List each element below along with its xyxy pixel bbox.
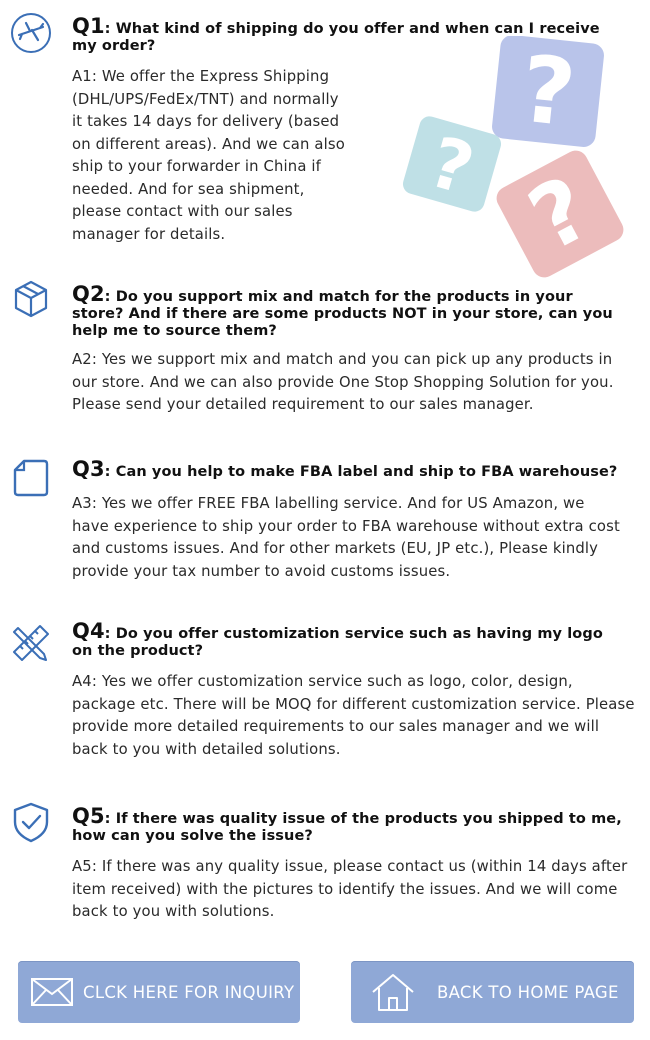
airplane-icon [10, 12, 52, 54]
box-icon [10, 278, 52, 320]
faq-question-1: Q1: What kind of shipping do you offer and when can I receive my order? [72, 14, 600, 54]
faq-answer-5: A5: If there was any quality issue, please contact us (within 14 days after item received) with the pictures to identify the issues. And we will come back to you with solutions. [72, 858, 628, 920]
house-icon [371, 972, 415, 1012]
svg-text:?: ? [515, 36, 581, 148]
faq-answer-2: A2: Yes we support mix and match and you can pick up any products in our store. And we can also provide One Stop Shopping Solution for you. Please send your detailed requirement to our sales manager. [72, 351, 614, 413]
teal-question-mark [400, 114, 504, 217]
faq-question-4: Q4: Do you offer customization service such as having my logo on the product? [72, 619, 603, 659]
svg-text:?: ? [420, 120, 483, 211]
home-button-label: BACK TO HOME PAGE [437, 982, 619, 1002]
faq-answer-3: A3: Yes we offer FREE FBA labelling service. And for US Amazon, we have experience to ship your order to FBA warehouse without extra cost and customs issues. And for other markets (EU, JP etc.), Please kindly provide your tax number to avoid customs issues. [72, 495, 620, 580]
question-marks-illustration [398, 36, 628, 286]
faq-answer-4: A4: Yes we offer customization service such as logo, color, design, package etc. There will be MOQ for different customization service. Please provide more detailed requirements to our sales manager and we will back to you with detailed solutions. [72, 673, 635, 758]
faq-answer-1: A1: We offer the Express Shipping (DHL/UPS/FedEx/TNT) and normally it takes 14 days for delivery (based on different areas). And we can also ship to your forwarder in China if needed. And for sea shipment, please contact with our sales manager for details. [72, 68, 345, 243]
blue-question-mark [491, 36, 606, 150]
faq-question-3: Q3: Can you help to make FBA label and ship to FBA warehouse? [72, 457, 618, 481]
inquiry-button-label: CLCK HERE FOR INQUIRY [83, 982, 295, 1002]
label-icon [10, 457, 52, 499]
ruler-pencil-icon [10, 622, 52, 664]
shield-check-icon [10, 801, 52, 843]
svg-text:?: ? [513, 156, 607, 272]
faq-question-2: Q2: Do you support mix and match for the products in your store? And if there are some products NOT in your store, can you help me to source them? [72, 282, 613, 339]
faq-question-5: Q5: If there was quality issue of the products you shipped to me, how can you solve the issue? [72, 804, 622, 844]
home-button[interactable] [351, 961, 634, 1023]
envelope-icon [30, 977, 74, 1007]
pink-question-mark [491, 145, 628, 283]
inquiry-button[interactable] [18, 961, 300, 1023]
